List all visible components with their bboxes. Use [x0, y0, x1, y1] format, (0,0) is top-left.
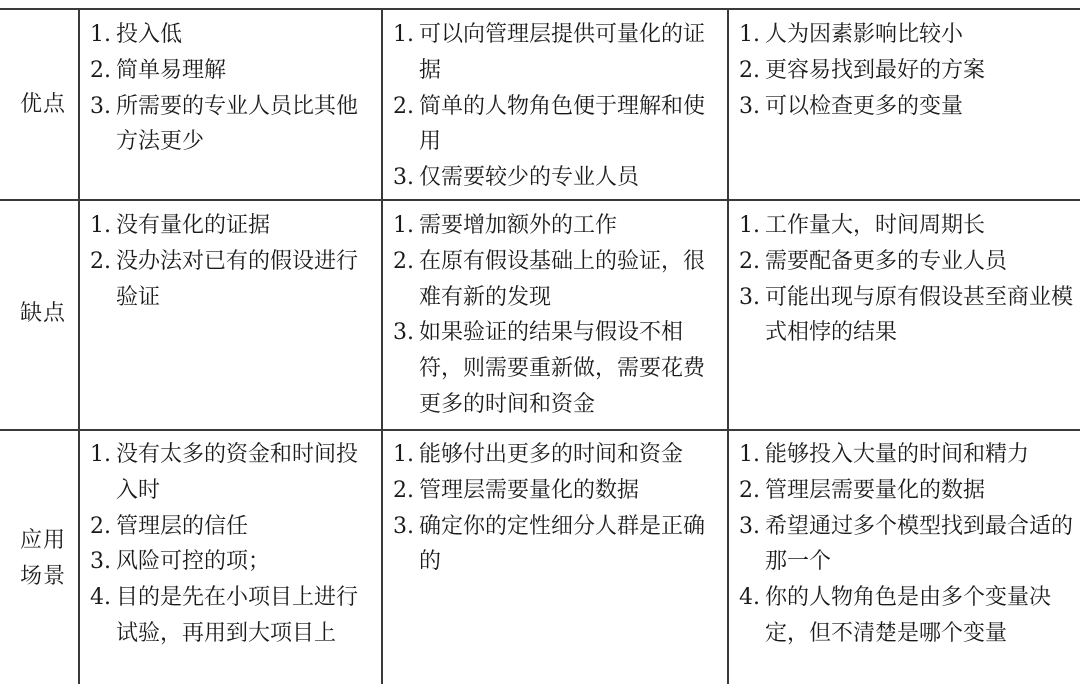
disadvantages-method-1 [90, 208, 376, 315]
use-cases-method-3 [739, 437, 1074, 652]
advantages-method-2 [393, 17, 723, 196]
list-item: 3. 可以检查更多的变量 [739, 93, 964, 119]
column-divider [727, 8, 729, 684]
list-item: 4. 你的人物角色是由多个变量决定，但不清楚是哪个变量 [739, 585, 1052, 646]
list-item: 1. 可以向管理层提供可量化的证据 [393, 22, 706, 83]
list-item: 3. 仅需要较少的专业人员 [393, 165, 640, 191]
column-divider [381, 8, 383, 684]
disadvantages-method-2 [393, 208, 723, 423]
advantages-method-1 [90, 17, 376, 160]
row-divider [0, 429, 1080, 431]
list-item: 2. 简单的人物角色便于理解和使用 [393, 93, 706, 155]
row-header-disadvantages: 缺点 [19, 301, 66, 326]
list-item: 2. 在原有假设基础上的验证，很难有新的发现 [393, 248, 706, 310]
list-item: 3. 如果验证的结果与假设不相符，则需要重新做，需要花费更多的时间和资金 [393, 320, 706, 417]
list-item: 3. 所需要的专业人员比其他方法更少 [90, 93, 359, 155]
list-item: 1. 人为因素影响比较小 [739, 22, 964, 47]
list-item: 2. 需要配备更多的专业人员 [739, 248, 1008, 274]
use-cases-method-1 [90, 437, 376, 652]
list-item: 3. 可能出现与原有假设甚至商业模式相悖的结果 [739, 284, 1074, 346]
row-header-use-cases: 应用场景 [19, 528, 66, 589]
table-top-rule [0, 8, 1080, 10]
list-item: 2. 简单易理解 [90, 57, 227, 83]
column-divider [78, 8, 80, 684]
list-item: 2. 没办法对已有的假设进行验证 [90, 248, 359, 310]
list-item: 1. 工作量大，时间周期长 [739, 213, 986, 238]
advantages-method-3 [739, 17, 1074, 124]
list-item: 1. 能够付出更多的时间和资金 [393, 442, 684, 467]
list-item: 2. 管理层需要量化的数据 [739, 477, 986, 503]
list-item: 1. 投入低 [90, 22, 183, 47]
list-item: 2. 管理层的信任 [90, 513, 249, 539]
row-header-advantages: 优点 [19, 92, 66, 117]
list-item: 3. 确定你的定性细分人群是正确的 [393, 513, 706, 575]
list-item: 1. 没有太多的资金和时间投入时 [90, 442, 359, 503]
list-item: 2. 管理层需要量化的数据 [393, 477, 640, 503]
use-cases-method-2 [393, 437, 723, 580]
list-item: 3. 希望通过多个模型找到最合适的那一个 [739, 513, 1074, 575]
list-item: 1. 没有量化的证据 [90, 213, 271, 238]
list-item: 3. 风险可控的项； [90, 549, 271, 575]
list-item: 2. 更容易找到最好的方案 [739, 57, 986, 83]
list-item: 1. 需要增加额外的工作 [393, 213, 618, 238]
list-item: 1. 能够投入大量的时间和精力 [739, 442, 1030, 467]
disadvantages-method-3 [739, 208, 1074, 351]
row-divider [0, 199, 1080, 201]
list-item: 4. 目的是先在小项目上进行试验，再用到大项目上 [90, 585, 359, 646]
